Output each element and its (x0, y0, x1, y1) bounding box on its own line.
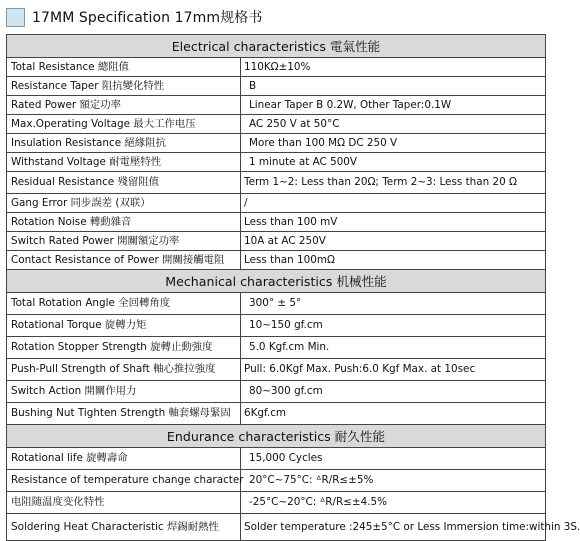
spec-value: 300° ± 5° (241, 293, 546, 315)
spec-value: Linear Taper B 0.2W, Other Taper:0.1W (241, 96, 546, 115)
spec-row (7, 96, 546, 115)
spec-row (7, 470, 546, 492)
spec-value: Solder temperature :245±5°C or Less Immersion time:within 3S. (241, 514, 546, 541)
spec-row (7, 115, 546, 134)
section-title: Electrical characteristics 電氣性能 (7, 35, 546, 58)
spec-row (7, 359, 546, 381)
spec-value: More than 100 MΩ DC 250 V (241, 134, 546, 153)
spec-label: Rotational Torque 旋轉力矩 (7, 315, 241, 337)
spec-label: Withstand Voltage 耐電壓特性 (7, 153, 241, 172)
spec-row (7, 77, 546, 96)
spec-value: 15,000 Cycles (241, 448, 546, 470)
spec-value: 10~150 gf.cm (241, 315, 546, 337)
spec-value: Less than 100mΩ (241, 251, 546, 270)
spec-value: Pull: 6.0Kgf Max. Push:6.0 Kgf Max. at 10sec (241, 359, 546, 381)
spec-label: Rotational life 旋轉壽命 (7, 448, 241, 470)
spec-row (7, 134, 546, 153)
spec-value: 80~300 gf.cm (241, 381, 546, 403)
spec-label: Resistance Taper 阻抗變化特性 (7, 77, 241, 96)
spec-row (7, 448, 546, 470)
section-header-electrical (7, 35, 546, 58)
spec-row (7, 381, 546, 403)
spec-label: 电阻随温度变化特性 (7, 492, 241, 514)
section-title: Mechanical characteristics 机械性能 (7, 270, 546, 293)
spec-value: 110KΩ±10% (241, 58, 546, 77)
spec-row (7, 337, 546, 359)
spec-label: Rotation Noise 轉動雜音 (7, 213, 241, 232)
spec-row (7, 514, 546, 541)
spec-value: B (241, 77, 546, 96)
spec-label: Gang Error 同步誤差 (双联） (7, 194, 241, 213)
spec-row (7, 293, 546, 315)
title-color-swatch (6, 8, 25, 27)
spec-value: 10A at AC 250V (241, 232, 546, 251)
spec-row (7, 172, 546, 194)
spec-row (7, 194, 546, 213)
specification-table (6, 34, 580, 541)
spec-value: -25°C~20°C: ᐞR/R≤±4.5% (241, 492, 546, 514)
spec-label: Switch Action 開關作用力 (7, 381, 241, 403)
spec-label: Total Rotation Angle 全回轉角度 (7, 293, 241, 315)
spec-value: 6Kgf.cm (241, 403, 546, 425)
spec-value: Term 1~2: Less than 20Ω; Term 2~3: Less than 20 Ω (241, 172, 546, 194)
spec-value: 1 minute at AC 500V (241, 153, 546, 172)
spec-row (7, 153, 546, 172)
spec-row (7, 492, 546, 514)
spec-row (7, 251, 546, 270)
spec-label: Rotation Stopper Strength 旋轉止動強度 (7, 337, 241, 359)
spec-label: Switch Rated Power 開關額定功率 (7, 232, 241, 251)
spec-label: Soldering Heat Characteristic 焊錫耐熱性 (7, 514, 241, 541)
title-bar (6, 6, 262, 28)
spec-label: Max.Operating Voltage 最大工作电压 (7, 115, 241, 134)
spec-value: Less than 100 mV (241, 213, 546, 232)
spec-row (7, 403, 546, 425)
spec-label: Total Resistance 總阻值 (7, 58, 241, 77)
spec-row (7, 232, 546, 251)
section-header-endurance (7, 425, 546, 448)
spec-row (7, 58, 546, 77)
section-header-mechanical (7, 270, 546, 293)
section-title: Endurance characteristics 耐久性能 (7, 425, 546, 448)
spec-value: / (241, 194, 546, 213)
spec-label: Contact Resistance of Power 開關接觸電阻 (7, 251, 241, 270)
spec-value: 20°C~75°C: ᐞR/R≤±5% (241, 470, 546, 492)
spec-label: Bushing Nut Tighten Strength 軸套螺母緊固 (7, 403, 241, 425)
spec-value: 5.0 Kgf.cm Min. (241, 337, 546, 359)
spec-label: Rated Power 額定功率 (7, 96, 241, 115)
spec-row (7, 315, 546, 337)
spec-label: Insulation Resistance 絕緣阻抗 (7, 134, 241, 153)
spec-label: Push-Pull Strength of Shaft 軸心推拉強度 (7, 359, 241, 381)
page-title: 17MM Specification 17mm规格书 (32, 10, 263, 26)
spec-row (7, 213, 546, 232)
spec-label: Resistance of temperature change character (7, 470, 241, 492)
spec-value: AC 250 V at 50°C (241, 115, 546, 134)
spec-label: Residual Resistance 殘留阻值 (7, 172, 241, 194)
